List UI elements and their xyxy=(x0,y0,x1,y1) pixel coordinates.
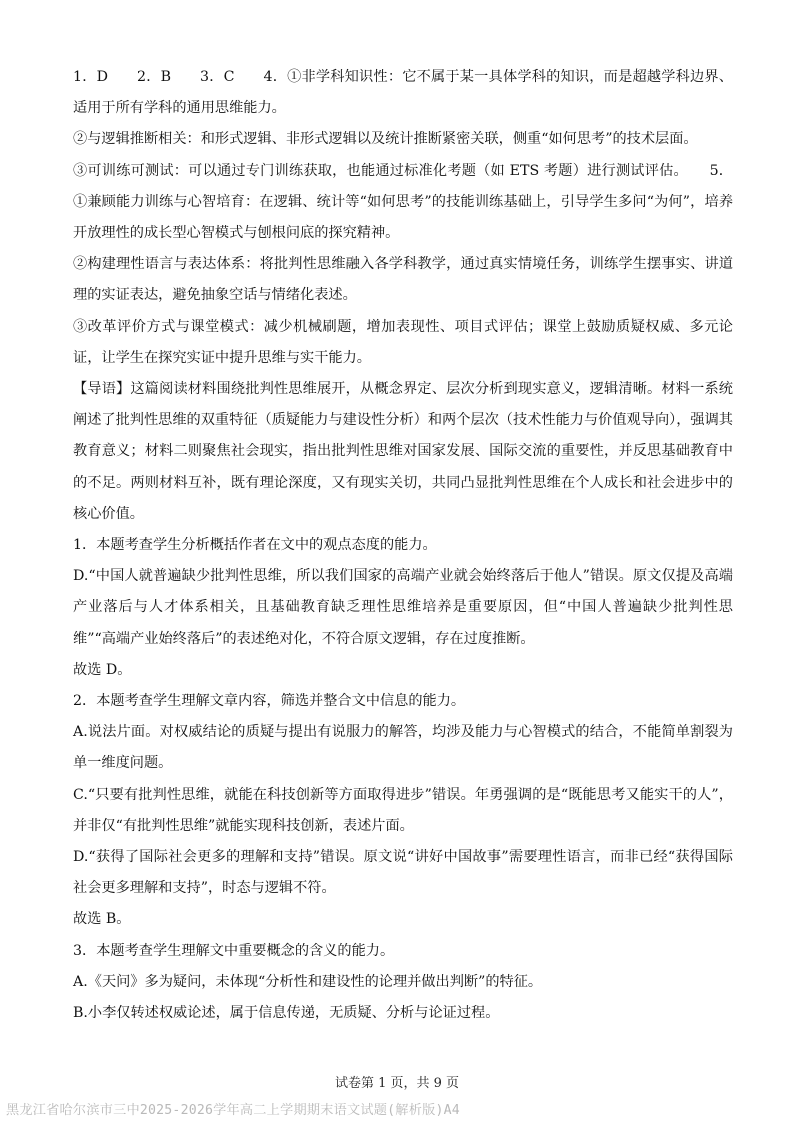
page-footer: 试卷第 1 页，共 9 页 xyxy=(334,1076,460,1091)
question-1-analysis: 1．本题考查学生分析概括作者在文中的观点态度的能力。 xyxy=(73,537,437,554)
question-2-option-a: A.说法片面。对权威结论的质疑与提出有说服力的解答，均涉及能力与心智模式的结合，不能简单割裂为单一维度问题。 xyxy=(73,724,733,772)
document-watermark: 黑龙江省哈尔滨市三中2025-2026学年高二上学期期末语文试题(解析版)A4 xyxy=(6,1103,460,1118)
question-2-option-d: D.“获得了国际社会更多的理解和支持”错误。原文说“讲好中国故事”需要理性语言，而非已经“获得国际社会更多理解和支持”，时态与逻辑不符。 xyxy=(73,849,733,897)
introduction-paragraph: 【导语】这篇阅读材料围绕批判性思维展开，从概念界定、层次分析到现实意义，逻辑清晰。材料一系统阐述了批判性思维的双重特征（质疑能力与建设性分析）和两个层次（技术性能力与价值观导向），强调其教育意义；材料二则聚焦社会现实，指出批判性思维对国家发展、国际交流的重要性，并反思基础教育中的不足。两则材料互补，既有理论深度，又有现实关切，共同凸显批判性思维在个人成长和社会进步中的核心价值。 xyxy=(73,381,733,522)
document-body xyxy=(73,62,733,1029)
answer-4-point-2: ②与逻辑推断相关：和形式逻辑、非形式逻辑以及统计推断紧密关联，侧重“如何思考”的技术层面。 xyxy=(73,131,698,148)
question-3-option-b: B.小李仅转述权威论述，属于信息传递，无质疑、分析与论证过程。 xyxy=(73,1005,500,1022)
question-3-analysis: 3．本题考查学生理解文中重要概念的含义的能力。 xyxy=(73,942,395,959)
answer-5-point-2: ②构建理性语言与表达体系：将批判性思维融入各学科教学，通过真实情境任务，训练学生摆事实、讲道理的实证表达，避免抽象空话与情绪化表述。 xyxy=(73,256,733,304)
question-2-analysis: 2．本题考查学生理解文章内容，筛选并整合文中信息的能力。 xyxy=(73,693,466,710)
question-1-option-d: D.“中国人就普遍缺少批判性思维，所以我们国家的高端产业就会始终落后于他人”错误。原文仅提及高端产业落后与人才体系相关，且基础教育缺乏理性思维培养是重要原因，但“中国人普遍缺少批判性思维”“高端产业始终落后”的表述绝对化，不符合原文逻辑，存在过度推断。 xyxy=(73,568,733,647)
question-2-conclusion: 故选 B。 xyxy=(73,911,131,928)
question-3-option-a: A.《天问》多为疑问，未体现“分析性和建设性的论理并做出判断”的特征。 xyxy=(73,973,543,990)
question-1-conclusion: 故选 D。 xyxy=(73,661,132,678)
answer-5-point-3: ③改革评价方式与课堂模式：减少机械刷题，增加表现性、项目式评估；课堂上鼓励质疑权威、多元论证，让学生在探究实证中提升思维与实干能力。 xyxy=(73,318,733,366)
answer-4-point-3-and-5-point-1: ③可训练可测试：可以通过专门训练获取，也能通过标准化考题（如 ETS 考题）进行测试评估。 5．①兼顾能力训练与心智培育：在逻辑、统计等“如何思考”的技能训练基础上，引导学生多问“为何”，培养开放理性的成长型心智模式与刨根问底的探究精神。 xyxy=(73,162,734,242)
answer-summary-paragraph: 1．D 2．B 3．C 4．①非学科知识性：它不属于某一具体学科的知识，而是超越学科边界、适用于所有学科的通用思维能力。 xyxy=(73,69,733,117)
question-2-option-c: C.“只要有批判性思维，就能在科技创新等方面取得进步”错误。年勇强调的是“既能思考又能实干的人”，并非仅“有批判性思维”就能实现科技创新，表述片面。 xyxy=(73,786,733,834)
